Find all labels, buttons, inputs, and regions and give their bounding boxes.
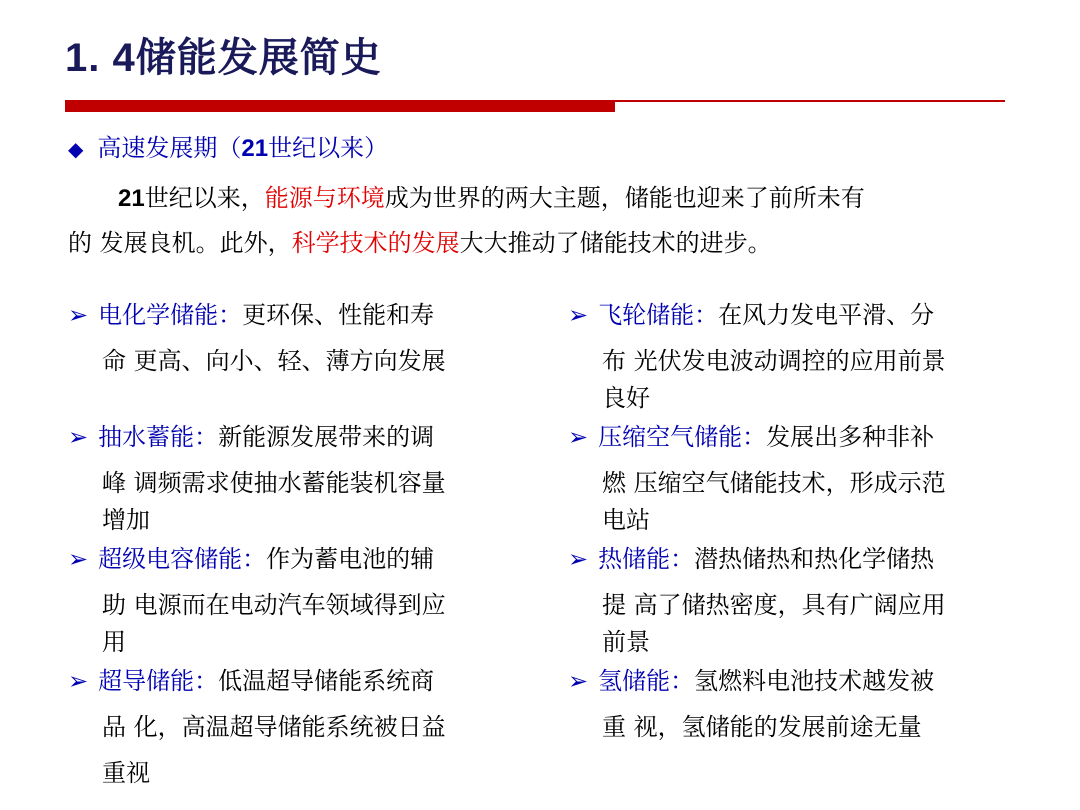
list-item-thermal: ➢ 热储能：潜热储热和热化学储热 提 高了储热密度，具有广阔应用 前景 — [568, 545, 946, 656]
intro-paragraph — [68, 176, 988, 265]
intro-line-2: 的 发展良机。此外，科学技术的发展大大推动了储能技术的进步。 — [68, 229, 772, 257]
list-item-flywheel: ➢ 飞轮储能：在风力发电平滑、分 布 光伏发电波动调控的应用前景 良好 — [568, 301, 946, 412]
list-item-superconducting: ➢ 超导储能：低温超导储能系统商 品 化，高温超导储能系统被日益 重视 — [68, 667, 446, 787]
list-item-compressed-air: ➢ 压缩空气储能：发展出多种非补 燃 压缩空气储能技术，形成示范 电站 — [568, 423, 946, 534]
list-item-pumped-storage: ➢ 抽水蓄能：新能源发展带来的调 峰 调频需求使抽水蓄能装机容量 增加 — [68, 423, 446, 534]
page-title — [65, 26, 382, 83]
arrow-bullet-icon: ➢ — [68, 545, 89, 573]
intro-line-1: 21世纪以来，能源与环境成为世界的两大主题，储能也迎来了前所未有 — [118, 184, 865, 212]
title-underline-thick — [65, 100, 615, 112]
arrow-bullet-icon: ➢ — [568, 545, 589, 573]
arrow-bullet-icon: ➢ — [568, 667, 589, 695]
arrow-bullet-icon: ➢ — [68, 423, 89, 451]
section-heading: ◆ 高速发展期（21世纪以来） — [68, 134, 389, 162]
list-item-hydrogen: ➢ 氢储能：氢燃料电池技术越发被 重 视，氢储能的发展前途无量 — [568, 667, 935, 741]
arrow-bullet-icon: ➢ — [68, 667, 89, 695]
title-number: 1. 4 — [65, 36, 136, 80]
title-underline-thin — [615, 100, 1005, 102]
list-item-electrochemical: ➢ 电化学储能：更环保、性能和寿 命 更高、向小、轻、薄方向发展 — [68, 301, 446, 375]
highlight-science-technology: 科学技术的发展 — [291, 229, 460, 257]
list-item-supercapacitor: ➢ 超级电容储能：作为蓄电池的辅 助 电源而在电动汽车领域得到应 用 — [68, 545, 446, 656]
title-text: 储能发展简史 — [135, 35, 382, 81]
highlight-energy-environment: 能源与环境 — [264, 184, 385, 212]
arrow-bullet-icon: ➢ — [568, 423, 589, 451]
diamond-bullet-icon: ◆ — [68, 137, 84, 161]
arrow-bullet-icon: ➢ — [568, 301, 589, 329]
arrow-bullet-icon: ➢ — [68, 301, 89, 329]
